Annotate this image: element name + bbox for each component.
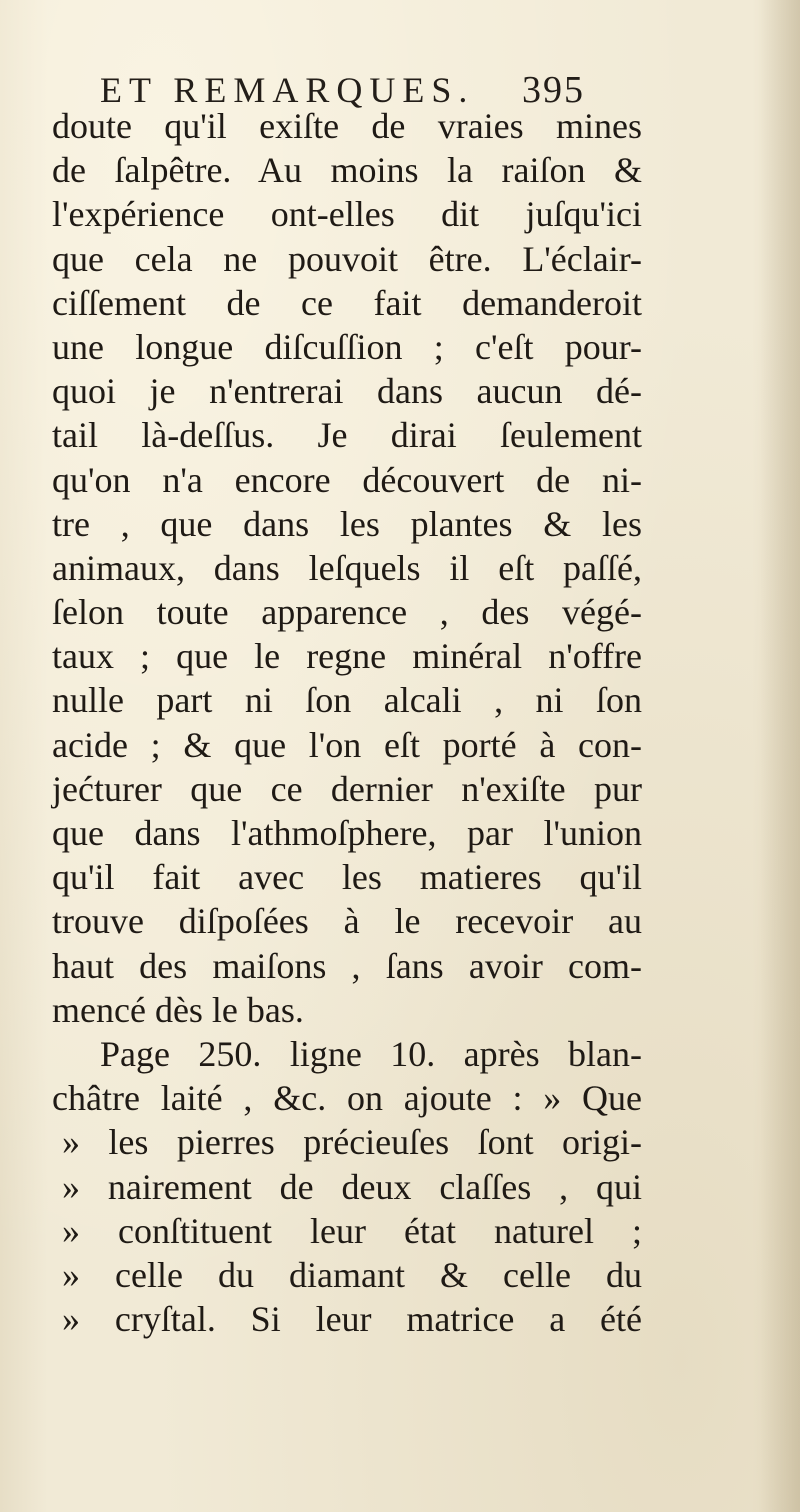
text-line: haut des maiſons , ſans avoir com- bbox=[52, 945, 642, 986]
text-line: ciſſement de ce fait demanderoit bbox=[52, 282, 642, 323]
text-line: » cryſtal. Si leur matrice a été bbox=[62, 1299, 642, 1340]
text-line: jećturer que ce dernier n'exiſte pur bbox=[52, 768, 642, 809]
page-edge-shadow bbox=[760, 0, 800, 1512]
text-line: quoi je n'entrerai dans aucun dé- bbox=[52, 371, 642, 412]
text-line: » celle du diamant & celle du bbox=[62, 1254, 642, 1295]
text-line: tail là-deſſus. Je dirai ſeulement bbox=[52, 415, 642, 456]
text-line: mencé dès le bas. bbox=[52, 989, 304, 1030]
text-line: l'expérience ont-elles dit juſqu'ici bbox=[52, 194, 642, 235]
text-line: ſelon toute apparence , des végé- bbox=[52, 592, 642, 633]
text-line: Page 250. ligne 10. après blan- bbox=[100, 1033, 642, 1074]
text-line: » les pierres précieuſes ſont origi- bbox=[62, 1122, 642, 1163]
page-number: 395 bbox=[522, 69, 585, 111]
text-line: que cela ne pouvoit être. L'éclair- bbox=[52, 238, 642, 279]
text-line: châtre laité , &c. on ajoute : » Que bbox=[52, 1078, 642, 1119]
body-text bbox=[52, 104, 642, 1341]
text-line: animaux, dans leſquels il eſt paſſé, bbox=[52, 547, 642, 588]
text-line: nulle part ni ſon alcali , ni ſon bbox=[52, 680, 642, 721]
text-line: tre , que dans les plantes & les bbox=[52, 503, 642, 544]
text-line: qu'on n'a encore découvert de ni- bbox=[52, 459, 642, 500]
text-line: doute qu'il exiſte de vraies mines bbox=[52, 106, 642, 146]
text-line: » conſtituent leur état naturel ; bbox=[62, 1210, 642, 1251]
running-head: ET REMARQUES. bbox=[100, 70, 475, 110]
text-line: trouve diſpoſées à le recevoir au bbox=[52, 901, 642, 942]
text-line: qu'il fait avec les matieres qu'il bbox=[52, 857, 642, 898]
text-line: acide ; & que l'on eſt porté à con- bbox=[52, 724, 642, 765]
text-line: de ſalpêtre. Au moins la raiſon & bbox=[52, 150, 642, 191]
text-line: que dans l'athmoſphere, par l'union bbox=[52, 813, 642, 853]
text-line: taux ; que le regne minéral n'offre bbox=[52, 636, 642, 677]
text-line: » nairement de deux claſſes , qui bbox=[62, 1166, 642, 1207]
text-line: une longue diſcuſſion ; c'eſt pour- bbox=[52, 326, 642, 367]
